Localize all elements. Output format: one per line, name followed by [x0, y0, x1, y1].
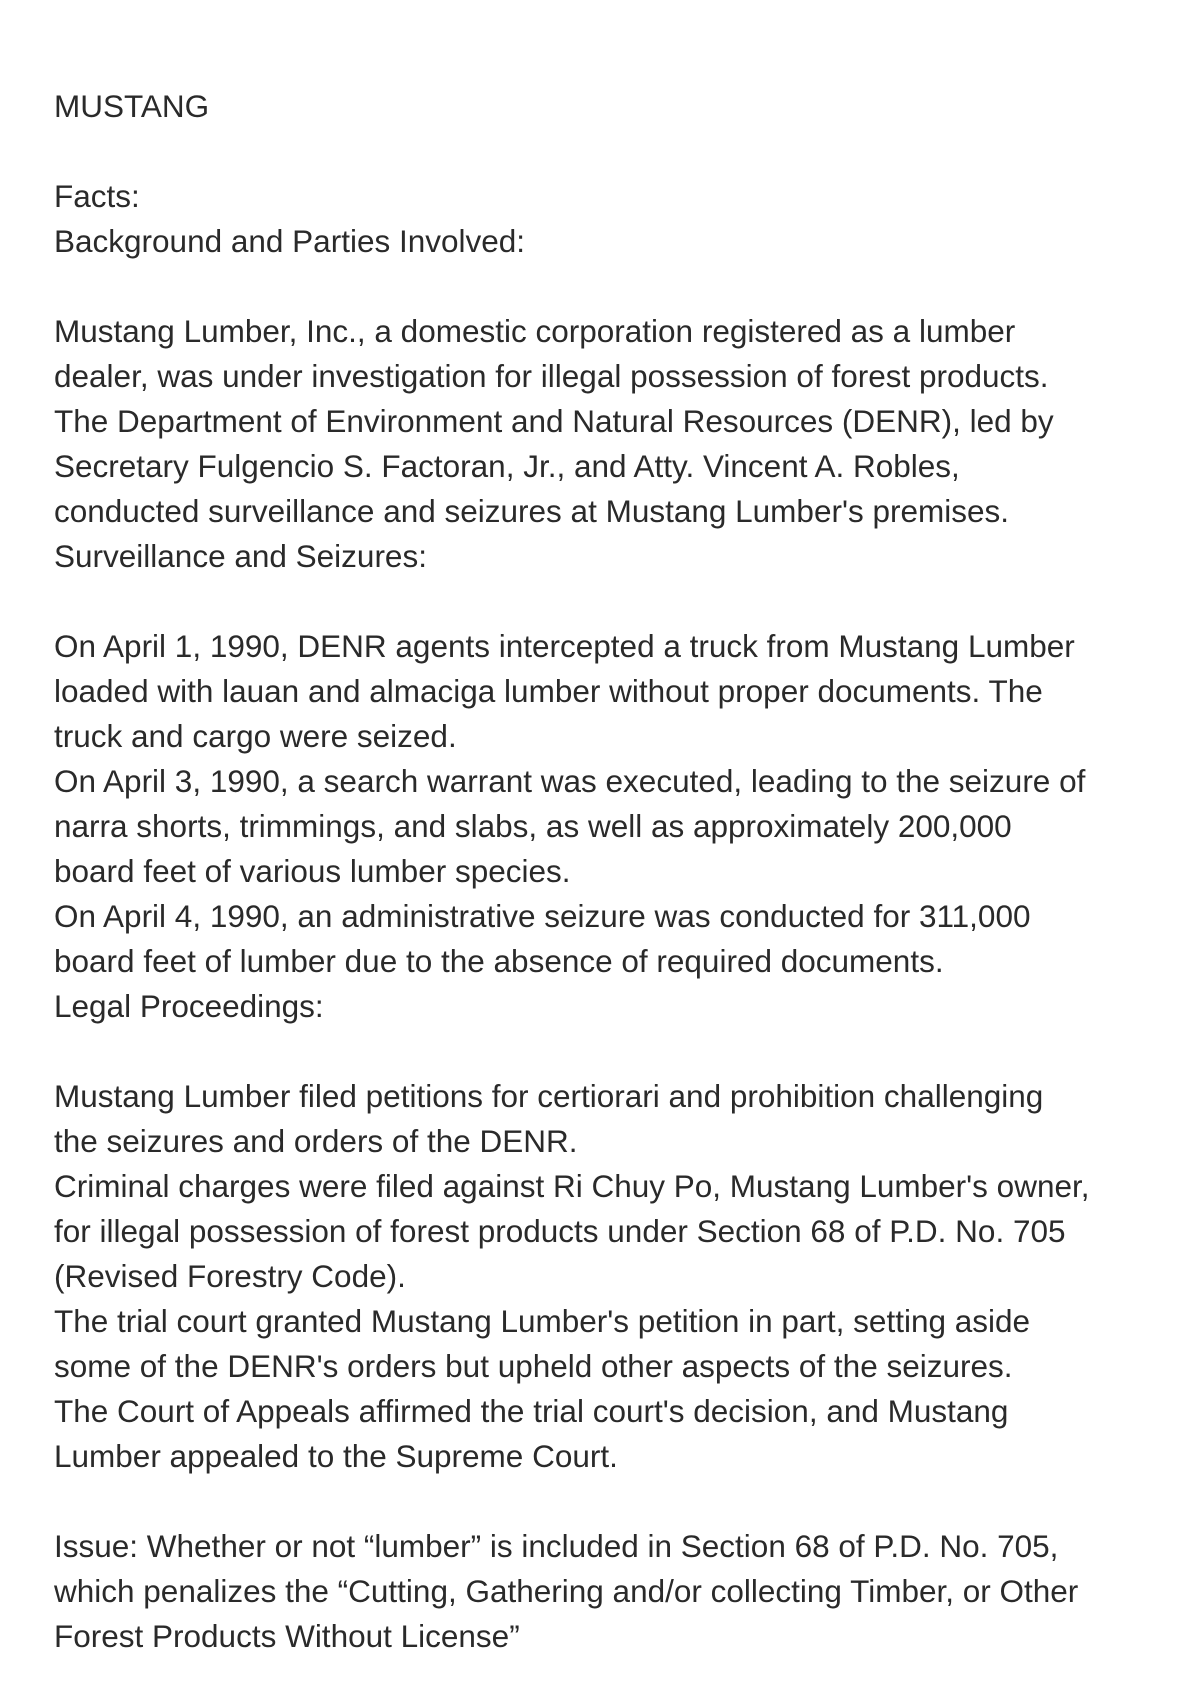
text-line: The Court of Appeals affirmed the trial court's decision, and Mustang: [54, 1393, 1009, 1429]
text-line: some of the DENR's orders but upheld other aspects of the seizures.: [54, 1348, 1013, 1384]
facts-heading: Facts:: [54, 178, 140, 214]
text-line: dealer, was under investigation for illegal possession of forest products.: [54, 358, 1049, 394]
text-line: The trial court granted Mustang Lumber's petition in part, setting aside: [54, 1303, 1031, 1339]
text-line: Issue: Whether or not “lumber” is included in Section 68 of P.D. No. 705,: [54, 1528, 1059, 1564]
surveillance-paragraph: [54, 624, 1160, 984]
text-line: conducted surveillance and seizures at Mustang Lumber's premises.: [54, 493, 1009, 529]
text-line: The Department of Environment and Natural Resources (DENR), led by: [54, 403, 1054, 439]
background-heading: Background and Parties Involved:: [54, 223, 526, 259]
text-line: Secretary Fulgencio S. Factoran, Jr., and Atty. Vincent A. Robles,: [54, 448, 960, 484]
legal-paragraph: [54, 1074, 1160, 1479]
text-line: On April 3, 1990, a search warrant was executed, leading to the seizure of: [54, 763, 1086, 799]
text-line: truck and cargo were seized.: [54, 718, 457, 754]
text-line: board feet of lumber due to the absence of required documents.: [54, 943, 944, 979]
text-line: Criminal charges were filed against Ri Chuy Po, Mustang Lumber's owner,: [54, 1168, 1090, 1204]
background-paragraph: [54, 309, 1160, 534]
spacer: [54, 579, 1160, 624]
issue-paragraph: [54, 1524, 1160, 1659]
text-line: Forest Products Without License”: [54, 1618, 520, 1654]
text-line: loaded with lauan and almaciga lumber without proper documents. The: [54, 673, 1043, 709]
text-line: (Revised Forestry Code).: [54, 1258, 406, 1294]
text-line: Mustang Lumber filed petitions for certiorari and prohibition challenging: [54, 1078, 1044, 1114]
text-line: which penalizes the “Cutting, Gathering and/or collecting Timber, or Other: [54, 1573, 1079, 1609]
spacer: [54, 129, 1160, 174]
surveillance-heading: Surveillance and Seizures:: [54, 538, 427, 574]
text-line: On April 1, 1990, DENR agents intercepted a truck from Mustang Lumber: [54, 628, 1075, 664]
text-line: narra shorts, trimmings, and slabs, as well as approximately 200,000: [54, 808, 1012, 844]
text-line: Mustang Lumber, Inc., a domestic corporation registered as a lumber: [54, 313, 1016, 349]
spacer: [54, 1479, 1160, 1524]
text-line: board feet of various lumber species.: [54, 853, 571, 889]
text-line: the seizures and orders of the DENR.: [54, 1123, 578, 1159]
text-line: On April 4, 1990, an administrative seizure was conducted for 311,000: [54, 898, 1031, 934]
text-line: Lumber appealed to the Supreme Court.: [54, 1438, 618, 1474]
legal-heading: Legal Proceedings:: [54, 988, 324, 1024]
spacer: [54, 1029, 1160, 1074]
text-line: for illegal possession of forest products under Section 68 of P.D. No. 705: [54, 1213, 1066, 1249]
document-title: MUSTANG: [54, 88, 210, 124]
spacer: [54, 264, 1160, 309]
